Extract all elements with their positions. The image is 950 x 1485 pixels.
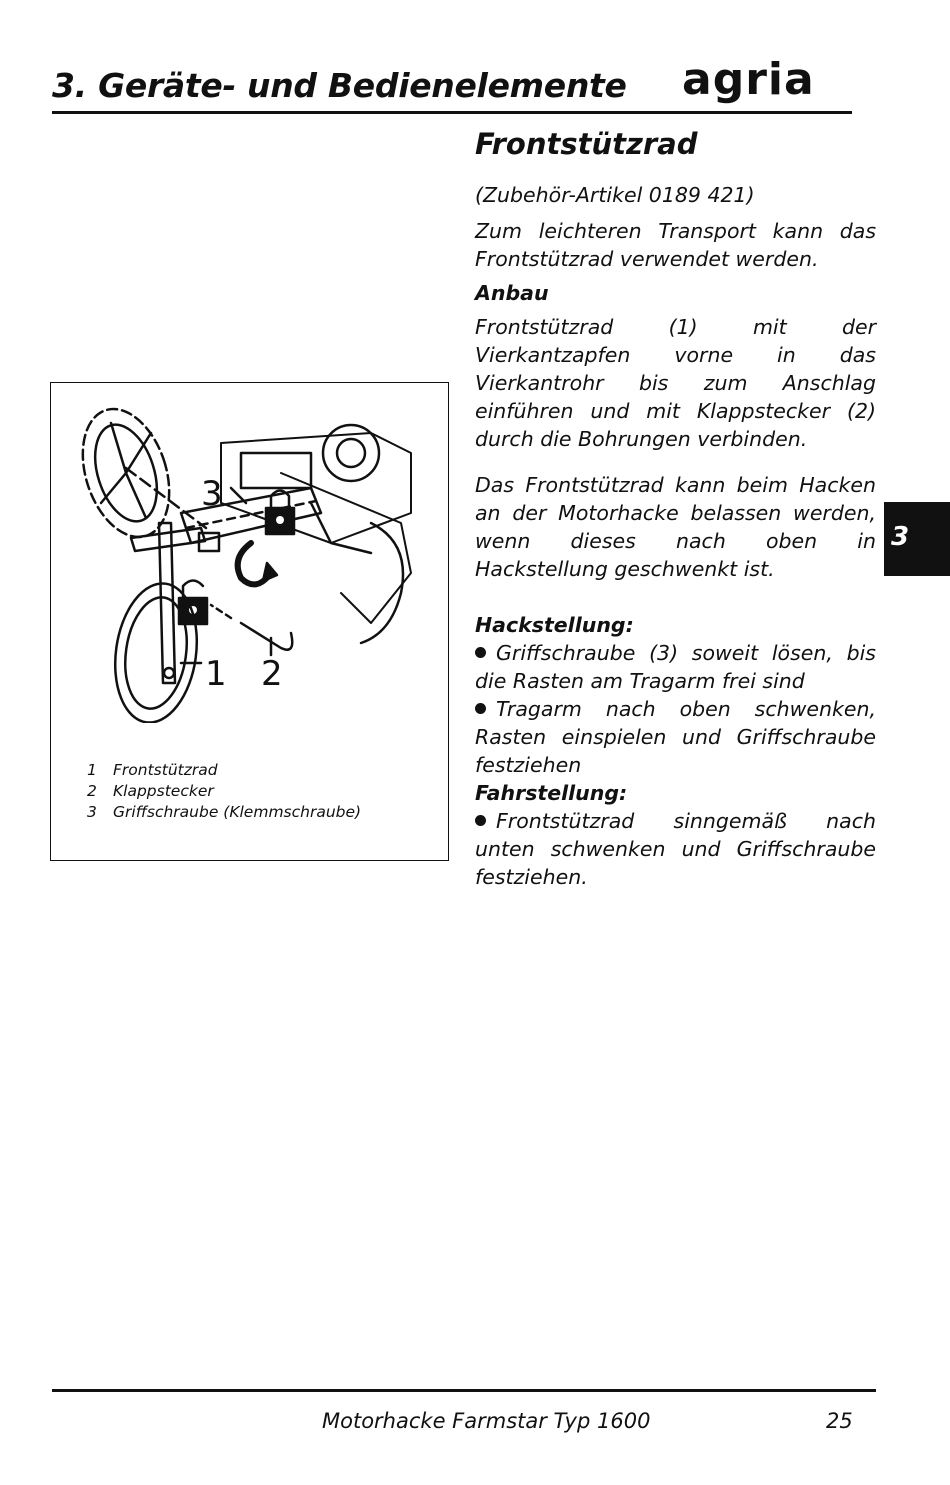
page-number: 25 [826, 1409, 853, 1433]
footer-product: Motorhacke Farmstar Typ 1600 [322, 1409, 651, 1433]
bullet-icon [475, 815, 486, 826]
callout-3: 3 [201, 474, 223, 514]
footer-rule [52, 1389, 876, 1392]
fahrstellung-heading: Fahrstellung: [475, 781, 628, 805]
intro-paragraph: Zum leichteren Transport kann das Frontstützrad verwendet werden. [475, 219, 876, 271]
bullet-item: Griffschraube (3) soweit lösen, bis die Rasten am Tragarm frei sind [475, 641, 876, 693]
legend-item: 2 Klappstecker [87, 782, 214, 800]
callout-1: 1 [205, 654, 227, 694]
legend-item: 3 Griffschraube (Klemmschraube) [87, 803, 362, 821]
bullet-icon [475, 647, 486, 658]
page-header-title: 3. Geräte- und Bedienelemente [52, 66, 627, 105]
section-title: Frontstützrad [475, 127, 698, 161]
figure-box [50, 382, 449, 861]
chapter-tab [884, 502, 950, 576]
agria-logo [682, 58, 852, 104]
figure-callouts [71, 393, 431, 723]
bullet-item: Frontstützrad sinngemäß nach unten schwenken und Griffschraube festziehen. [475, 809, 876, 889]
bullet-item: Tragarm nach oben schwenken, Rasten einspielen und Griffschraube festziehen [475, 697, 876, 777]
chapter-tab-number: 3 [890, 522, 910, 552]
legend-item: 1 Frontstützrad [87, 761, 218, 779]
hacken-paragraph: Das Frontstützrad kann beim Hacken an der Motorhacke belassen werden, wenn dieses nach oben in Hackstellung geschwenkt ist. [475, 473, 876, 581]
header-rule [52, 111, 852, 114]
figure-legend [87, 760, 361, 823]
accessory-note: (Zubehör-Artikel 0189 421) [475, 183, 755, 207]
anbau-paragraph: Frontstützrad (1) mit der Vierkantzapfen vorne in das Vierkantrohr bis zum Anschlag einführen und mit Klappstecker (2) durch die Bohrungen verbinden. [475, 315, 876, 451]
section-body [475, 181, 876, 891]
callout-2: 2 [261, 654, 283, 694]
svg-text:agria: agria [682, 58, 815, 104]
bullet-icon [475, 703, 486, 714]
anbau-heading: Anbau [475, 281, 549, 305]
hackstellung-heading: Hackstellung: [475, 613, 634, 637]
